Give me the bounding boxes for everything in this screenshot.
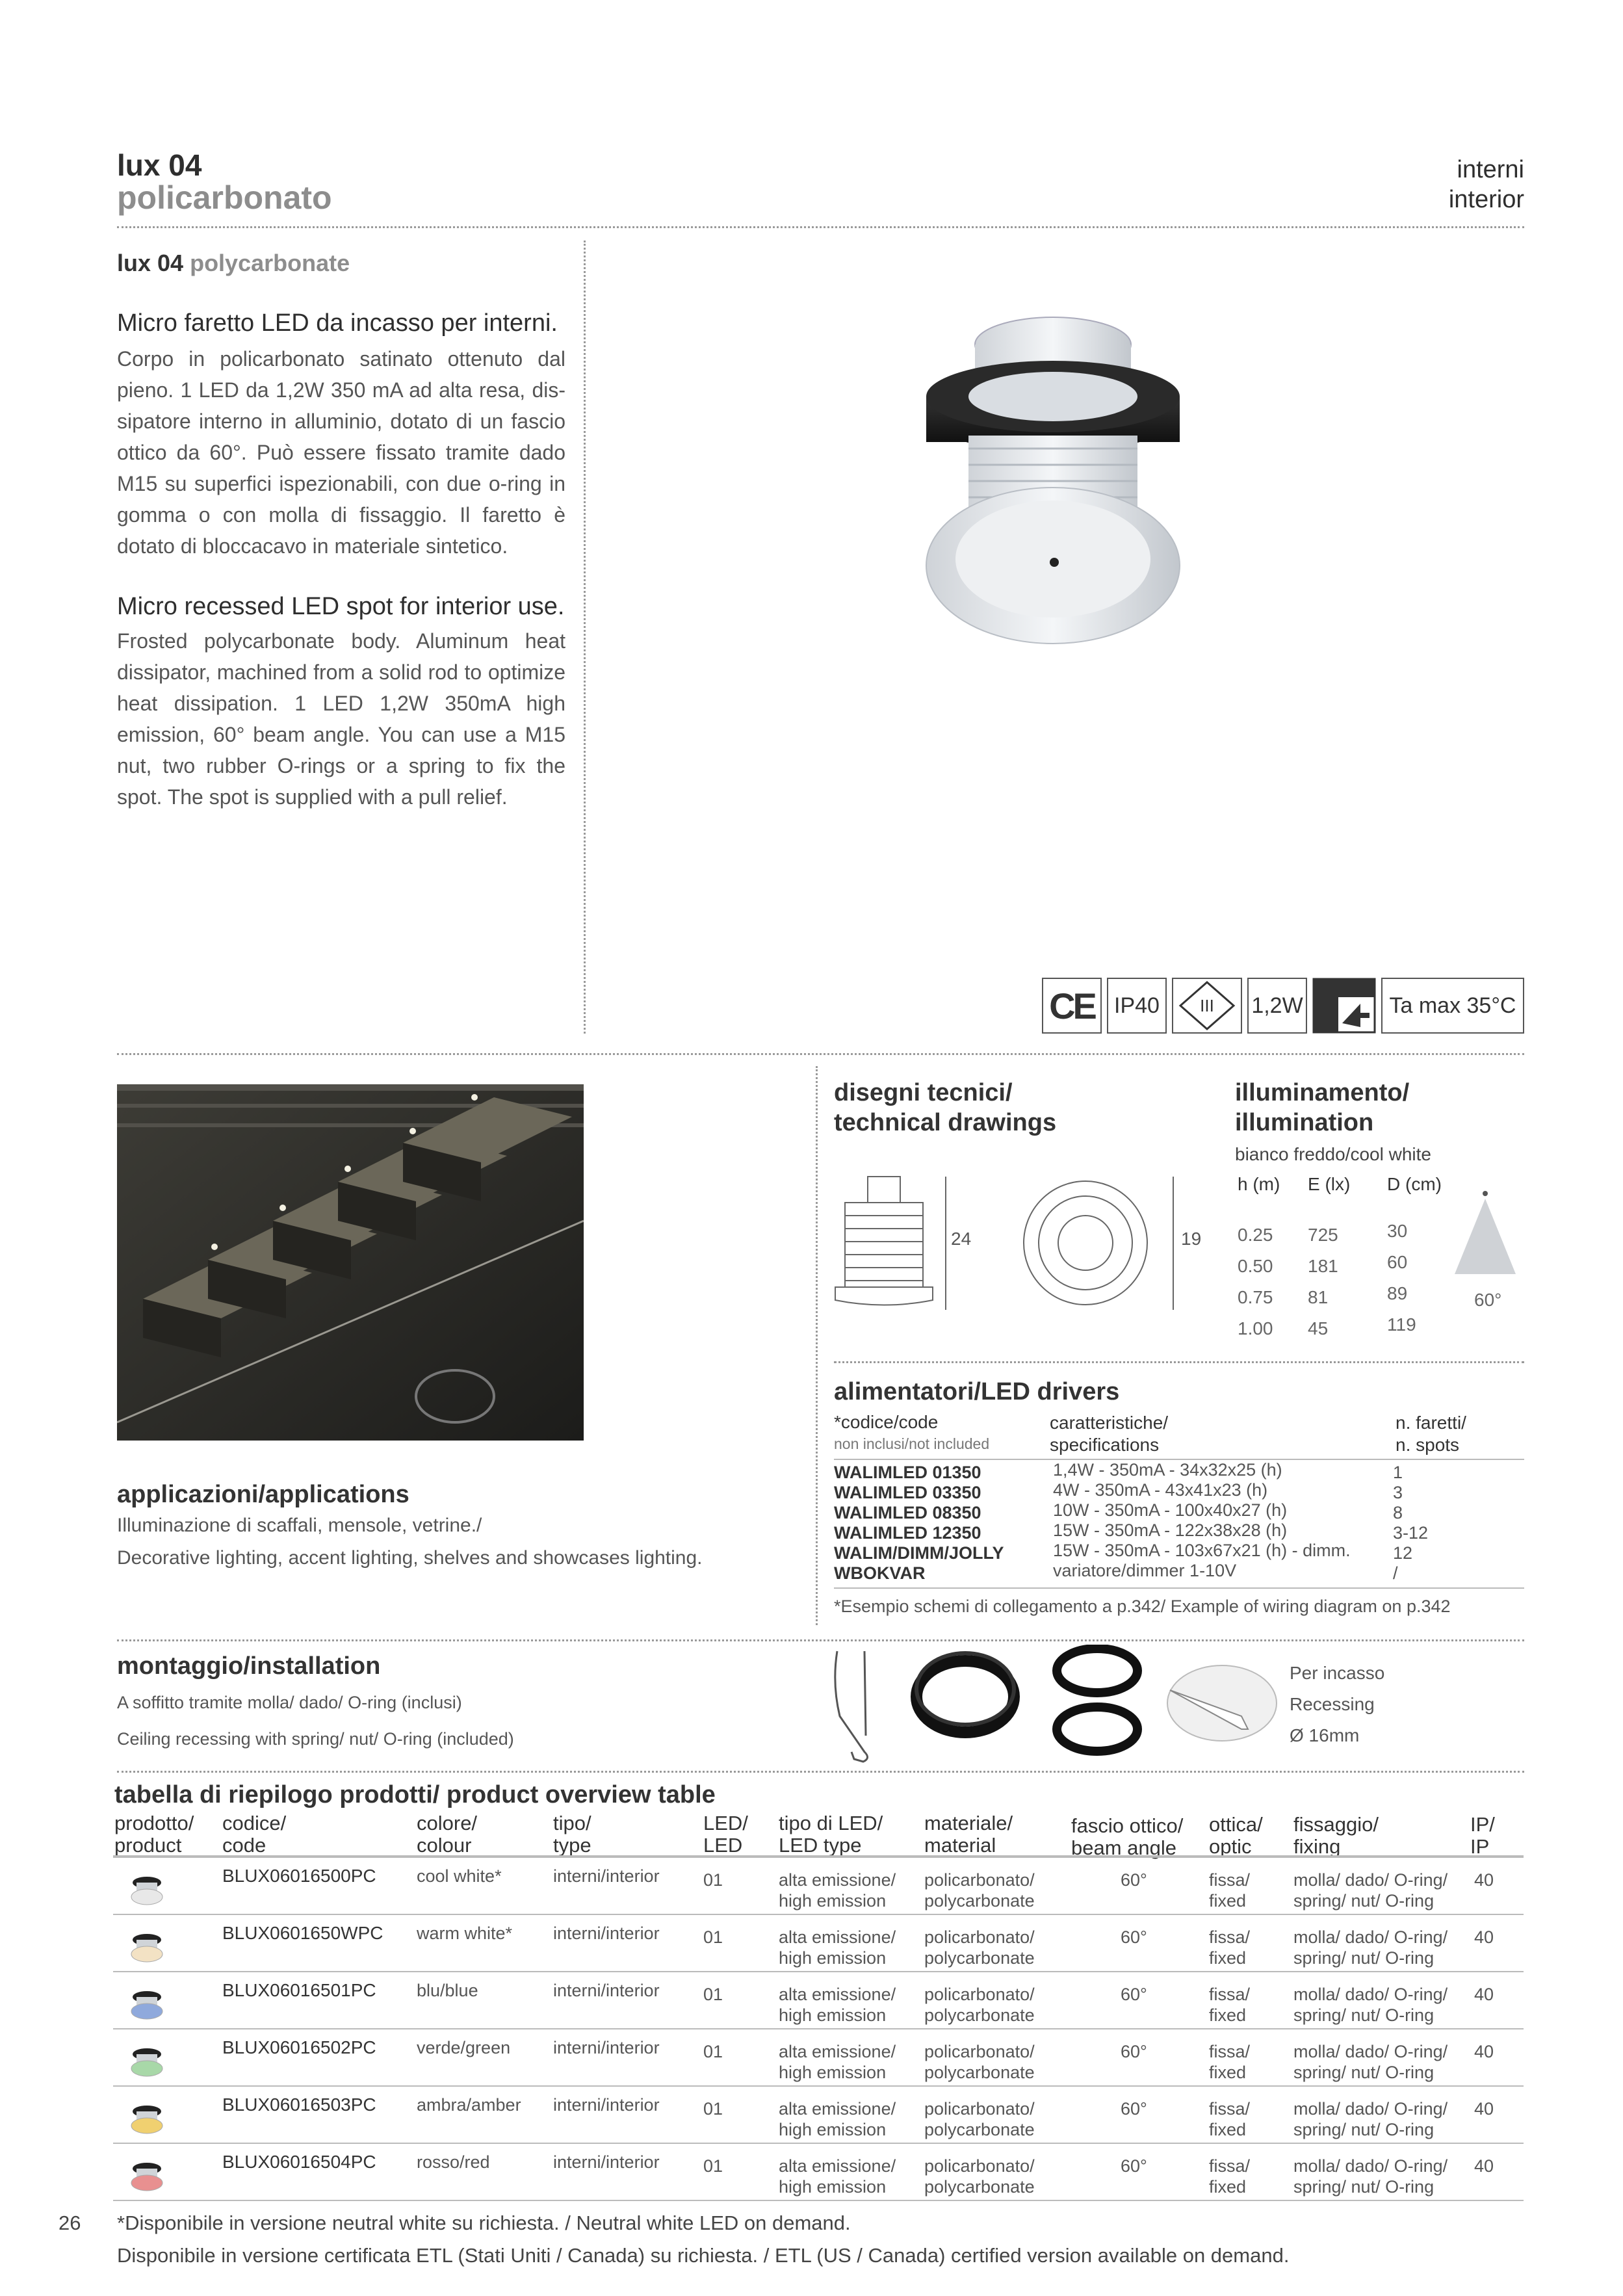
cell-led-type: alta emissione/ high emission bbox=[779, 2099, 896, 2139]
cell-led: 01 bbox=[703, 2099, 723, 2119]
beam-angle-label: 60° bbox=[1474, 1290, 1502, 1310]
cell-material: policarbonato/ polycarbonate bbox=[924, 1870, 1035, 1911]
installation-accessories bbox=[825, 1645, 1280, 1768]
cell-beam: 60° bbox=[1121, 1927, 1147, 1947]
ta-max-badge: Ta max 35°C bbox=[1381, 978, 1524, 1034]
table-row bbox=[113, 1914, 1524, 1972]
drivers-header-spec: caratteristiche/ specifications bbox=[1050, 1413, 1169, 1455]
cell-code: BLUX06016503PC bbox=[222, 2094, 376, 2115]
cell-code: BLUX06016500PC bbox=[222, 1866, 376, 1886]
product-thumbnail-icon bbox=[127, 1925, 166, 1964]
installation-recessing: Per incasso Recessing Ø 16mm bbox=[1290, 1663, 1385, 1745]
cell-optic: fissa/ fixed bbox=[1209, 1870, 1251, 1911]
footer-note-1: *Disponibile in versione neutral white su richiesta. / Neutral white LED on demand. bbox=[117, 2211, 851, 2234]
cell-led: 01 bbox=[703, 1927, 723, 1947]
cell-code: BLUX06016504PC bbox=[222, 2152, 376, 2172]
cell-type: interni/interior bbox=[553, 1866, 660, 1886]
cell-colour: ambra/amber bbox=[417, 2095, 521, 2115]
cell-led-type: alta emissione/ high emission bbox=[779, 1927, 896, 1968]
installation-divider bbox=[117, 1639, 1524, 1641]
cell-optic: fissa/ fixed bbox=[1209, 1927, 1251, 1968]
col-fixing: fissaggio/ fixing bbox=[1293, 1813, 1379, 1858]
cell-beam: 60° bbox=[1121, 2156, 1147, 2176]
drawings-title: disegni tecnici/ technical drawings bbox=[834, 1079, 1057, 1136]
overview-divider bbox=[117, 1771, 1524, 1773]
table-row bbox=[113, 1971, 1524, 2029]
cell-ip: 40 bbox=[1474, 2099, 1494, 2119]
cell-beam: 60° bbox=[1121, 2099, 1147, 2119]
cell-type: interni/interior bbox=[553, 2038, 660, 2057]
product-thumbnail-icon bbox=[127, 2097, 166, 2136]
table-row bbox=[113, 2085, 1524, 2144]
drivers-specs: 1,4W - 350mA - 34x32x25 (h) 4W - 350mA - 43x41x23 (h) 10W - 350mA - 100x40x27 (h) 15W - 350mA - 122x38x28 (h) 15W - 350mA - 103x67x21 (h) - dimm. variatore/dimmer 1-10V bbox=[1053, 1460, 1351, 1580]
cell-led: 01 bbox=[703, 2042, 723, 2061]
cell-beam: 60° bbox=[1121, 2042, 1147, 2061]
illum-header-e: E (lx) bbox=[1308, 1174, 1351, 1194]
installation-it: A soffitto tramite molla/ dado/ O-ring (inclusi) bbox=[117, 1693, 462, 1712]
header-divider bbox=[117, 226, 1524, 228]
table-row bbox=[113, 2028, 1524, 2087]
drivers-spots: 1 3 8 3-12 12 / bbox=[1393, 1463, 1429, 1583]
applications-en: Decorative lighting, accent lighting, shelves and showcases lighting. bbox=[117, 1547, 703, 1569]
col-type: tipo/ type bbox=[553, 1812, 591, 1857]
col-product: prodotto/ product bbox=[114, 1812, 194, 1857]
cell-code: BLUX0601650WPC bbox=[222, 1923, 383, 1943]
illum-col-d: 30 60 89 119 bbox=[1387, 1221, 1416, 1335]
page-number: 26 bbox=[58, 2211, 81, 2234]
column-divider-mid bbox=[816, 1066, 818, 1625]
illum-col-e: 725 181 81 45 bbox=[1308, 1225, 1338, 1338]
cell-led: 01 bbox=[703, 2156, 723, 2176]
drivers-codes: WALIMLED 01350 WALIMLED 03350 WALIMLED 08350 WALIMLED 12350 WALIM/DIMM/JOLLY WBOKVAR bbox=[834, 1463, 1004, 1583]
cell-fixing: molla/ dado/ O-ring/ spring/ nut/ O-ring bbox=[1293, 2156, 1448, 2197]
cell-beam: 60° bbox=[1121, 1870, 1147, 1890]
cell-led: 01 bbox=[703, 1985, 723, 2004]
cell-ip: 40 bbox=[1474, 1985, 1494, 2004]
cell-optic: fissa/ fixed bbox=[1209, 2042, 1251, 2082]
cell-colour: warm white* bbox=[417, 1924, 513, 1943]
illumination-subtitle: bianco freddo/cool white bbox=[1235, 1144, 1431, 1164]
installation-en: Ceiling recessing with spring/ nut/ O-ring (included) bbox=[117, 1729, 514, 1749]
table-bottom-rule bbox=[113, 2200, 1524, 2201]
cell-material: policarbonato/ polycarbonate bbox=[924, 1927, 1035, 1968]
drivers-header-code-note: non inclusi/not included bbox=[834, 1435, 990, 1452]
cell-ip: 40 bbox=[1474, 1927, 1494, 1947]
cell-material: policarbonato/ polycarbonate bbox=[924, 2042, 1035, 2082]
cell-led: 01 bbox=[703, 1870, 723, 1890]
cell-led-type: alta emissione/ high emission bbox=[779, 1985, 896, 2025]
cell-beam: 60° bbox=[1121, 1985, 1147, 2004]
category-en: interior bbox=[1448, 186, 1524, 213]
cell-material: policarbonato/ polycarbonate bbox=[924, 2156, 1035, 2197]
col-beam: fascio ottico/ beam angle bbox=[1071, 1814, 1184, 1859]
drivers-header-spots: n. faretti/ n. spots bbox=[1396, 1413, 1466, 1455]
product-subtitle: policarbonato bbox=[117, 179, 332, 216]
product-thumbnail-icon bbox=[127, 2154, 166, 2193]
cell-type: interni/interior bbox=[553, 2152, 660, 2172]
cell-colour: blu/blue bbox=[417, 1981, 478, 2000]
col-colour: colore/ colour bbox=[417, 1812, 478, 1857]
beam-cone-icon bbox=[1449, 1190, 1521, 1274]
english-description: Frosted polycarbonate body. Aluminum heat dissipator, machined from a solid rod to optimize heat dissipation. 1 LED 1,2W 350mA high emission, 60° beam angle. You can use a M15 nut, two rubber O-rings or a spring to fix the spot. The spot is supplied with a pull relief. bbox=[117, 629, 565, 809]
col-material: materiale/ material bbox=[924, 1812, 1013, 1857]
column-divider bbox=[584, 241, 586, 1034]
installation-title: montaggio/installation bbox=[117, 1652, 381, 1680]
technical-drawing bbox=[832, 1170, 1209, 1326]
col-ip: IP/ IP bbox=[1470, 1813, 1495, 1858]
cell-led-type: alta emissione/ high emission bbox=[779, 2156, 896, 2197]
dimension-height: 24 bbox=[951, 1229, 972, 1249]
product-title: lux 04 bbox=[117, 148, 202, 182]
drivers-title: alimentatori/LED drivers bbox=[834, 1378, 1120, 1405]
cell-type: interni/interior bbox=[553, 1924, 660, 1943]
english-heading: Micro recessed LED spot for interior use. bbox=[117, 593, 565, 620]
illum-header-h: h (m) bbox=[1238, 1174, 1280, 1194]
cell-colour: rosso/red bbox=[417, 2152, 490, 2172]
applications-it: Illuminazione di scaffali, mensole, vetrine./ bbox=[117, 1515, 482, 1536]
overview-title: tabella di riepilogo prodotti/ product overview table bbox=[114, 1781, 716, 1808]
recessed-install-icon bbox=[1312, 978, 1376, 1034]
col-led-type: tipo di LED/ LED type bbox=[779, 1812, 883, 1857]
cell-fixing: molla/ dado/ O-ring/ spring/ nut/ O-ring bbox=[1293, 2099, 1448, 2139]
cell-fixing: molla/ dado/ O-ring/ spring/ nut/ O-ring bbox=[1293, 1985, 1448, 2025]
table-row bbox=[113, 1857, 1524, 1915]
applications-title: applicazioni/applications bbox=[117, 1481, 409, 1508]
cell-code: BLUX06016501PC bbox=[222, 1980, 376, 2000]
product-name: lux 04 polycarbonate bbox=[117, 250, 350, 276]
cell-fixing: molla/ dado/ O-ring/ spring/ nut/ O-ring bbox=[1293, 1870, 1448, 1911]
footer-note-2: Disponibile in versione certificata ETL (Stati Uniti / Canada) su richiesta. / ETL (US / Canada) certified version available on demand. bbox=[117, 2244, 1290, 2267]
product-thumbnail-icon bbox=[127, 2040, 166, 2079]
cell-fixing: molla/ dado/ O-ring/ spring/ nut/ O-ring bbox=[1293, 2042, 1448, 2082]
cell-type: interni/interior bbox=[553, 2095, 660, 2115]
table-header-rule bbox=[113, 1855, 1524, 1857]
ip-rating-badge: IP40 bbox=[1107, 978, 1167, 1034]
illum-col-h: 0.25 0.50 0.75 1.00 bbox=[1238, 1225, 1273, 1338]
drivers-header-code: *codice/code bbox=[834, 1412, 939, 1432]
class-iii-icon: III bbox=[1172, 978, 1242, 1034]
col-code: codice/ code bbox=[222, 1812, 287, 1857]
section-divider-top bbox=[117, 1053, 1524, 1055]
dimension-diameter: 19 bbox=[1181, 1229, 1202, 1249]
table-row bbox=[113, 2143, 1524, 2201]
cell-optic: fissa/ fixed bbox=[1209, 2156, 1251, 2197]
cell-type: interni/interior bbox=[553, 1981, 660, 2000]
drivers-divider bbox=[834, 1361, 1524, 1363]
illumination-title: illuminamento/ illumination bbox=[1235, 1079, 1410, 1136]
product-thumbnail-icon bbox=[127, 1868, 166, 1907]
cell-material: policarbonato/ polycarbonate bbox=[924, 1985, 1035, 2025]
col-optic: ottica/ optic bbox=[1209, 1813, 1263, 1858]
category-it: interni bbox=[1457, 156, 1524, 183]
cell-code: BLUX06016502PC bbox=[222, 2037, 376, 2057]
application-photo bbox=[117, 1084, 584, 1441]
italian-heading: Micro faretto LED da incasso per interni. bbox=[117, 309, 558, 337]
cell-ip: 40 bbox=[1474, 1870, 1494, 1890]
cell-optic: fissa/ fixed bbox=[1209, 1985, 1251, 2025]
cell-fixing: molla/ dado/ O-ring/ spring/ nut/ O-ring bbox=[1293, 1927, 1448, 1968]
cell-led-type: alta emissione/ high emission bbox=[779, 1870, 896, 1911]
cell-ip: 40 bbox=[1474, 2156, 1494, 2176]
drivers-footer-rule bbox=[834, 1587, 1524, 1589]
illum-header-d: D (cm) bbox=[1387, 1174, 1442, 1194]
cell-ip: 40 bbox=[1474, 2042, 1494, 2061]
italian-description: Corpo in policarbonato satinato ottenuto dal pieno. 1 LED da 1,2W 350 mA ad alta resa, dis-sipatore interno in alluminio, dotato di un fascio ottico da 60°. Può essere fissato tramite dado M15 su superfici ispezionabili, con due o-ring in gomma o con molla di fissaggio. Il faretto è dotato di bloccacavo in materiale sintetico. bbox=[117, 347, 565, 558]
cell-material: policarbonato/ polycarbonate bbox=[924, 2099, 1035, 2139]
power-badge: 1,2W bbox=[1247, 978, 1307, 1034]
drivers-note: *Esempio schemi di collegamento a p.342/ Example of wiring diagram on p.342 bbox=[834, 1597, 1451, 1616]
cell-colour: cool white* bbox=[417, 1866, 502, 1886]
col-led: LED/ LED bbox=[703, 1812, 748, 1857]
product-thumbnail-icon bbox=[127, 1983, 166, 2022]
ce-mark-icon: CE bbox=[1042, 978, 1102, 1034]
cell-led-type: alta emissione/ high emission bbox=[779, 2042, 896, 2082]
product-photo bbox=[884, 306, 1222, 670]
cell-optic: fissa/ fixed bbox=[1209, 2099, 1251, 2139]
cell-colour: verde/green bbox=[417, 2038, 511, 2057]
